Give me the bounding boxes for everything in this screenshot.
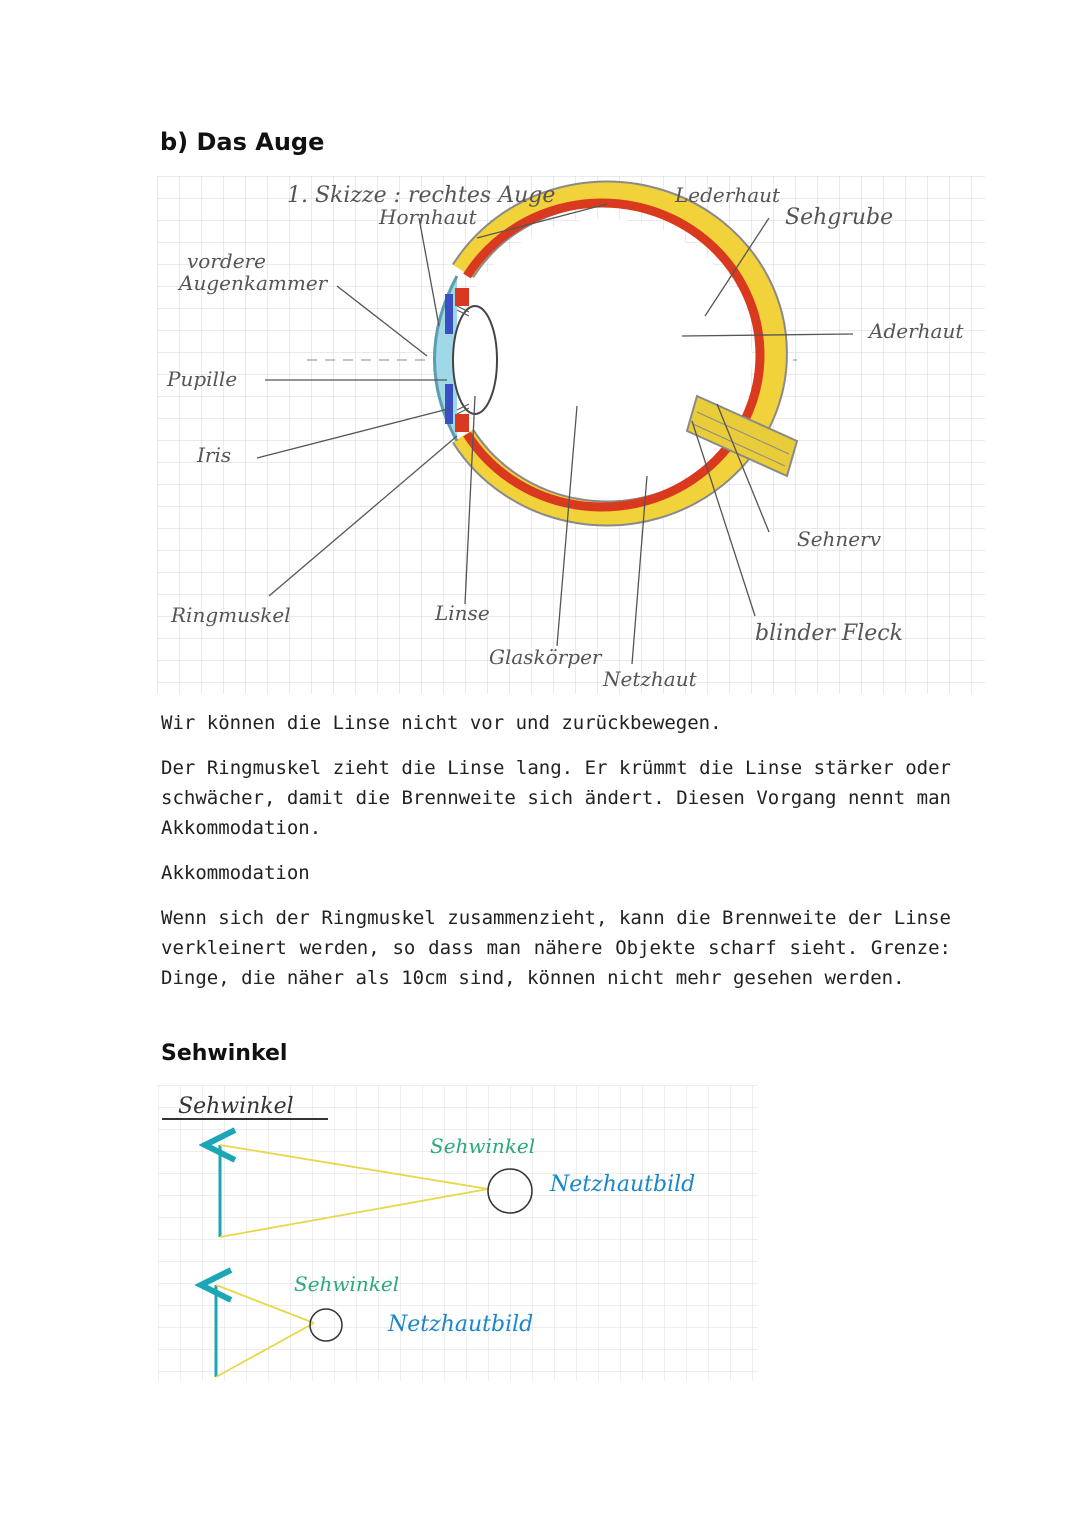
section-title-sehwinkel: Sehwinkel <box>161 1041 288 1066</box>
paragraph-akkommodation-heading: Akkommodation <box>161 862 310 884</box>
label-sehgrube: Sehgrube <box>785 205 894 230</box>
ciliary-muscle <box>455 288 469 306</box>
iris <box>445 294 453 334</box>
label-netzhautbild-top: Netzhautbild <box>550 1172 696 1197</box>
label-netzhaut: Netzhaut <box>603 667 697 691</box>
paragraph-lens-static: Wir können die Linse nicht vor und zurückbewegen. <box>161 712 722 734</box>
paragraph-ringmuskel: Der Ringmuskel zieht die Linse lang. Er krümmt die Linse stärker oder schwächer, damit die Brennweite sich ändert. Diesen Vorgang nennt man Akkommodation. <box>161 757 951 839</box>
label-ringmuskel: Ringmuskel <box>171 603 291 627</box>
label-lederhaut: Lederhaut <box>675 183 781 207</box>
label-augenkammer: Augenkammer <box>179 271 328 295</box>
label-sehwinkel-bottom: Sehwinkel <box>294 1272 400 1296</box>
paragraph-akkommodation: Wenn sich der Ringmuskel zusammenzieht, kann die Brennweite der Linse verkleinert werden, so dass man nähere Objekte scharf sieht. Grenze: Dinge, die näher als 10cm sind, können nicht mehr gesehen werden. <box>161 907 951 989</box>
label-hornhaut: Hornhaut <box>379 205 477 229</box>
label-sehnerv: Sehnerv <box>797 527 881 551</box>
sehwinkel-heading: Sehwinkel <box>178 1094 294 1119</box>
sehwinkel-diagram <box>158 1085 758 1381</box>
label-blinder-fleck: blinder Fleck <box>755 621 903 646</box>
label-glaskoerper: Glaskörper <box>489 645 602 669</box>
label-linse: Linse <box>435 601 490 625</box>
section-title-eye: b) Das Auge <box>160 128 325 156</box>
label-pupille: Pupille <box>167 367 238 391</box>
label-iris: Iris <box>197 443 232 467</box>
label-netzhautbild-bottom: Netzhautbild <box>388 1312 534 1337</box>
label-vordere: vordere <box>187 249 266 273</box>
eye-caption: 1. Skizze : rechtes Auge <box>287 183 556 208</box>
eye-diagram <box>157 176 985 694</box>
label-sehwinkel-top: Sehwinkel <box>430 1134 536 1158</box>
label-aderhaut: Aderhaut <box>869 319 964 343</box>
